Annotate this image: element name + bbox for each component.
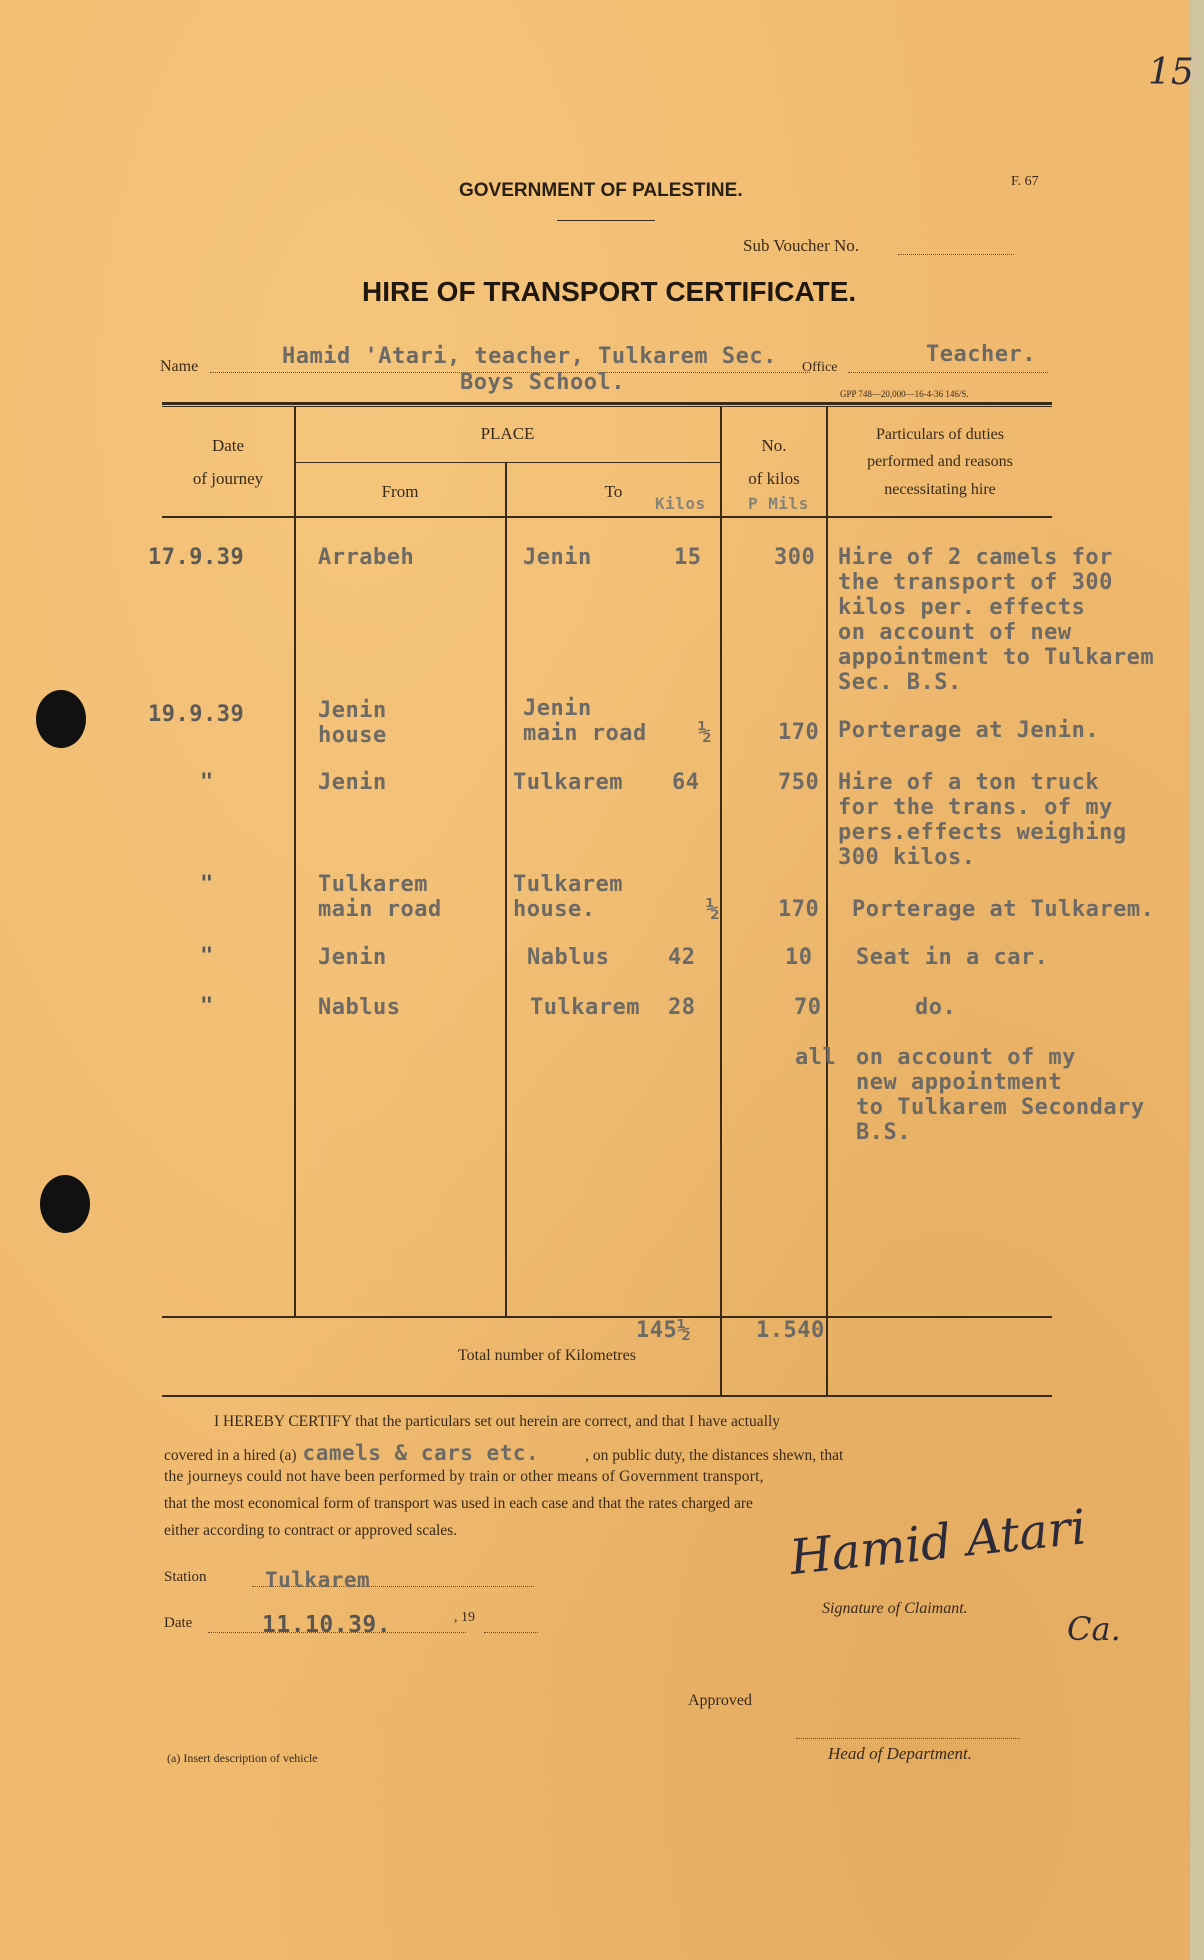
total-amount: 1.540 bbox=[756, 1318, 825, 1343]
row-to: Jenin bbox=[523, 545, 592, 570]
punch-hole-icon bbox=[36, 690, 86, 748]
name-label: Name bbox=[160, 358, 199, 375]
table-bottom-rule bbox=[162, 1395, 1052, 1397]
vehicle-description: camels & cars etc. bbox=[302, 1441, 540, 1465]
row-kilos: 15 bbox=[674, 545, 702, 570]
date-header-sub: of journey bbox=[192, 469, 264, 488]
approved-label: Approved bbox=[688, 1692, 752, 1709]
certification-line: the journeys could not have been performed by train or other means of Government transport, bbox=[164, 1468, 764, 1485]
row-date: " bbox=[200, 994, 214, 1019]
row-from: Jenin house bbox=[318, 698, 387, 748]
certification-text: covered in a hired (a) bbox=[164, 1447, 297, 1464]
signature-label: Signature of Claimant. bbox=[822, 1600, 968, 1617]
certification-line bbox=[164, 1441, 843, 1465]
sub-voucher-label: Sub Voucher No. bbox=[743, 236, 860, 255]
year-field-line bbox=[484, 1632, 538, 1633]
column-rule bbox=[720, 407, 722, 1396]
row-particulars: Porterage at Tulkarem. bbox=[852, 897, 1155, 922]
divider bbox=[557, 220, 655, 221]
date-suffix: , 19 bbox=[454, 1610, 475, 1625]
particulars-header: Particulars of duties bbox=[876, 426, 1004, 443]
row-to: Jenin main road bbox=[523, 696, 647, 746]
total-label: Total number of Kilometres bbox=[458, 1347, 636, 1364]
row-particulars: on account of my new appointment to Tulkarem Secondary B.S. bbox=[856, 1045, 1145, 1145]
table-total-rule bbox=[162, 1316, 1052, 1318]
row-particulars: Hire of 2 camels for the transport of 300 kilos per. effects on account of new appointment to Tulkarem Sec. B.S. bbox=[838, 545, 1155, 695]
row-from: Jenin bbox=[318, 945, 387, 970]
place-divider-rule bbox=[295, 462, 720, 463]
row-date: " bbox=[200, 872, 214, 897]
from-header: From bbox=[381, 482, 419, 501]
row-kilos: ½ bbox=[706, 897, 720, 922]
footnote: (a) Insert description of vehicle bbox=[167, 1751, 318, 1765]
approval-signature-line bbox=[796, 1738, 1020, 1739]
sub-voucher-field bbox=[898, 254, 1014, 255]
claimant-signature: Hamid Atari bbox=[787, 1499, 1089, 1586]
station-label: Station bbox=[164, 1569, 207, 1585]
certification-text: , on public duty, the distances shewn, that bbox=[585, 1447, 844, 1464]
row-kilos: 64 bbox=[672, 770, 700, 795]
office-value: Teacher. bbox=[926, 342, 1036, 367]
head-of-department-label: Head of Department. bbox=[828, 1744, 973, 1763]
certification-line: that the most economical form of transport was used in each case and that the rates charged are bbox=[164, 1495, 753, 1512]
row-from: Tulkarem main road bbox=[318, 872, 442, 922]
date-header: Date bbox=[211, 436, 245, 455]
row-particulars: do. bbox=[915, 995, 957, 1020]
document-title: HIRE OF TRANSPORT CERTIFICATE. bbox=[362, 276, 857, 307]
office-label: Office bbox=[802, 360, 838, 375]
print-code: GPP 748—20,000—16-4-36 146/S. bbox=[840, 389, 969, 399]
row-date: " bbox=[200, 770, 214, 795]
row-kilos: ½ bbox=[698, 720, 712, 745]
row-to: Nablus bbox=[527, 945, 610, 970]
row-amount: 70 bbox=[794, 995, 822, 1020]
punch-hole-icon bbox=[40, 1175, 90, 1233]
row-amount: 170 bbox=[778, 720, 820, 745]
kilos-subheader: Kilos bbox=[655, 494, 706, 513]
row-amount: 10 bbox=[785, 945, 813, 970]
row-to: Tulkarem bbox=[513, 770, 623, 795]
column-rule bbox=[505, 462, 507, 1316]
name-value: Hamid 'Atari, teacher, Tulkarem Sec. bbox=[282, 344, 777, 369]
total-kilos: 145½ bbox=[636, 1318, 691, 1343]
row-particulars: Porterage at Jenin. bbox=[838, 718, 1100, 743]
row-amount: 170 bbox=[778, 897, 820, 922]
row-date: 17.9.39 bbox=[148, 545, 245, 570]
row-particulars: Hire of a ton truck for the trans. of my pers.effects weighing 300 kilos. bbox=[838, 770, 1127, 870]
row-from: Nablus bbox=[318, 995, 401, 1020]
to-header: To bbox=[604, 482, 623, 501]
row-kilos: 42 bbox=[668, 945, 696, 970]
row-to: Tulkarem bbox=[530, 995, 640, 1020]
row-amount: all bbox=[795, 1045, 837, 1070]
government-heading: GOVERNMENT OF PALESTINE. bbox=[459, 180, 743, 201]
row-to: Tulkarem house. bbox=[513, 872, 623, 922]
row-particulars: Seat in a car. bbox=[856, 945, 1049, 970]
row-from: Jenin bbox=[318, 770, 387, 795]
column-rule bbox=[294, 407, 296, 1316]
particulars-header: performed and reasons bbox=[867, 453, 1013, 470]
place-header: PLACE bbox=[480, 424, 535, 443]
date-value: 11.10.39. bbox=[262, 1612, 392, 1638]
page-number: 15 bbox=[1148, 52, 1194, 93]
row-date: " bbox=[200, 944, 214, 969]
particulars-header: necessitating hire bbox=[884, 481, 996, 498]
row-amount: 750 bbox=[778, 770, 820, 795]
mils-subheader: P Mils bbox=[748, 494, 809, 513]
certification-line: I HEREBY CERTIFY that the particulars set out herein are correct, and that I have actually bbox=[214, 1413, 781, 1430]
form-number: F. 67 bbox=[1011, 174, 1039, 189]
certification-line: either according to contract or approved scales. bbox=[164, 1522, 458, 1539]
table-top-rule bbox=[162, 402, 1052, 405]
column-rule bbox=[826, 407, 828, 1396]
row-kilos: 28 bbox=[668, 995, 696, 1020]
row-date: 19.9.39 bbox=[148, 702, 245, 727]
kilos-header: No. bbox=[761, 436, 787, 455]
initials: Ca. bbox=[1067, 1610, 1121, 1648]
office-field-line bbox=[848, 372, 1048, 373]
date-label: Date bbox=[164, 1615, 193, 1631]
name-value-continued: Boys School. bbox=[460, 370, 625, 395]
row-from: Arrabeh bbox=[318, 545, 415, 570]
kilos-header-sub: of kilos bbox=[748, 469, 800, 488]
station-value: Tulkarem bbox=[265, 1568, 371, 1592]
row-amount: 300 bbox=[774, 545, 816, 570]
